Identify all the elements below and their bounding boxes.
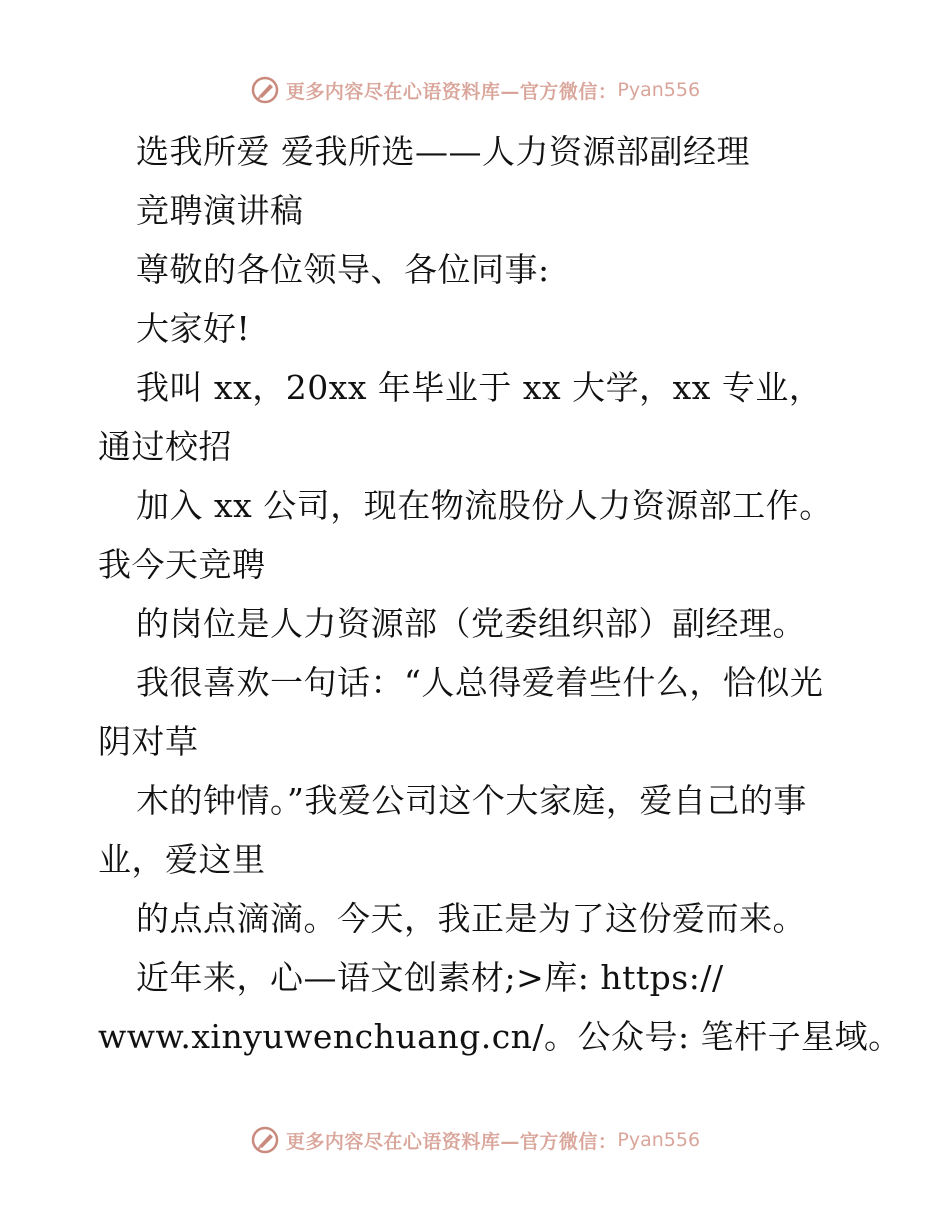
- text-line: 我很喜欢一句话：“人总得爱着些什么，恰似光: [136, 663, 824, 702]
- footer-watermark: [0, 1120, 950, 1160]
- header-watermark: [0, 70, 950, 110]
- text-line: www.xinyuwenchuang.cn/。公众号: 笔杆子星域。: [98, 1017, 902, 1056]
- document-body: [98, 122, 902, 1066]
- text-line: 加入 xx 公司，现在物流股份人力资源部工作。: [136, 486, 833, 525]
- text-line: 近年来，心—语文创素材;>库: https://: [136, 958, 724, 997]
- text-line: 阴对草: [98, 722, 199, 761]
- text-line: 通过校招: [98, 427, 232, 466]
- text-line: 我今天竞聘: [98, 545, 266, 584]
- watermark-text: 更多内容尽在心语资料库—官方微信：: [285, 80, 618, 103]
- pen-seal-icon: [250, 1125, 280, 1155]
- text-line: 业，爱这里: [98, 840, 266, 879]
- text-line: 尊敬的各位领导、各位同事:: [136, 250, 550, 289]
- text-line: 的点点滴滴。今天，我正是为了这份爱而来。: [136, 899, 806, 938]
- watermark-text: 更多内容尽在心语资料库—官方微信：: [285, 1130, 618, 1153]
- pen-seal-icon: [250, 75, 280, 105]
- text-line: 我叫 xx，20xx 年毕业于 xx 大学，xx 专业，: [136, 368, 823, 407]
- text-line: 选我所爱 爱我所选——人力资源部副经理: [136, 132, 750, 171]
- watermark-wechat-id: Pyan556: [617, 1129, 701, 1151]
- text-line: 的岗位是人力资源部（党委组织部）副经理。: [136, 604, 806, 643]
- text-line: 竞聘演讲稿: [136, 191, 304, 230]
- watermark-wechat-id: Pyan556: [617, 79, 701, 101]
- text-line: 大家好!: [136, 309, 251, 348]
- text-line: 木的钟情。”我爱公司这个大家庭，爱自己的事: [136, 781, 807, 820]
